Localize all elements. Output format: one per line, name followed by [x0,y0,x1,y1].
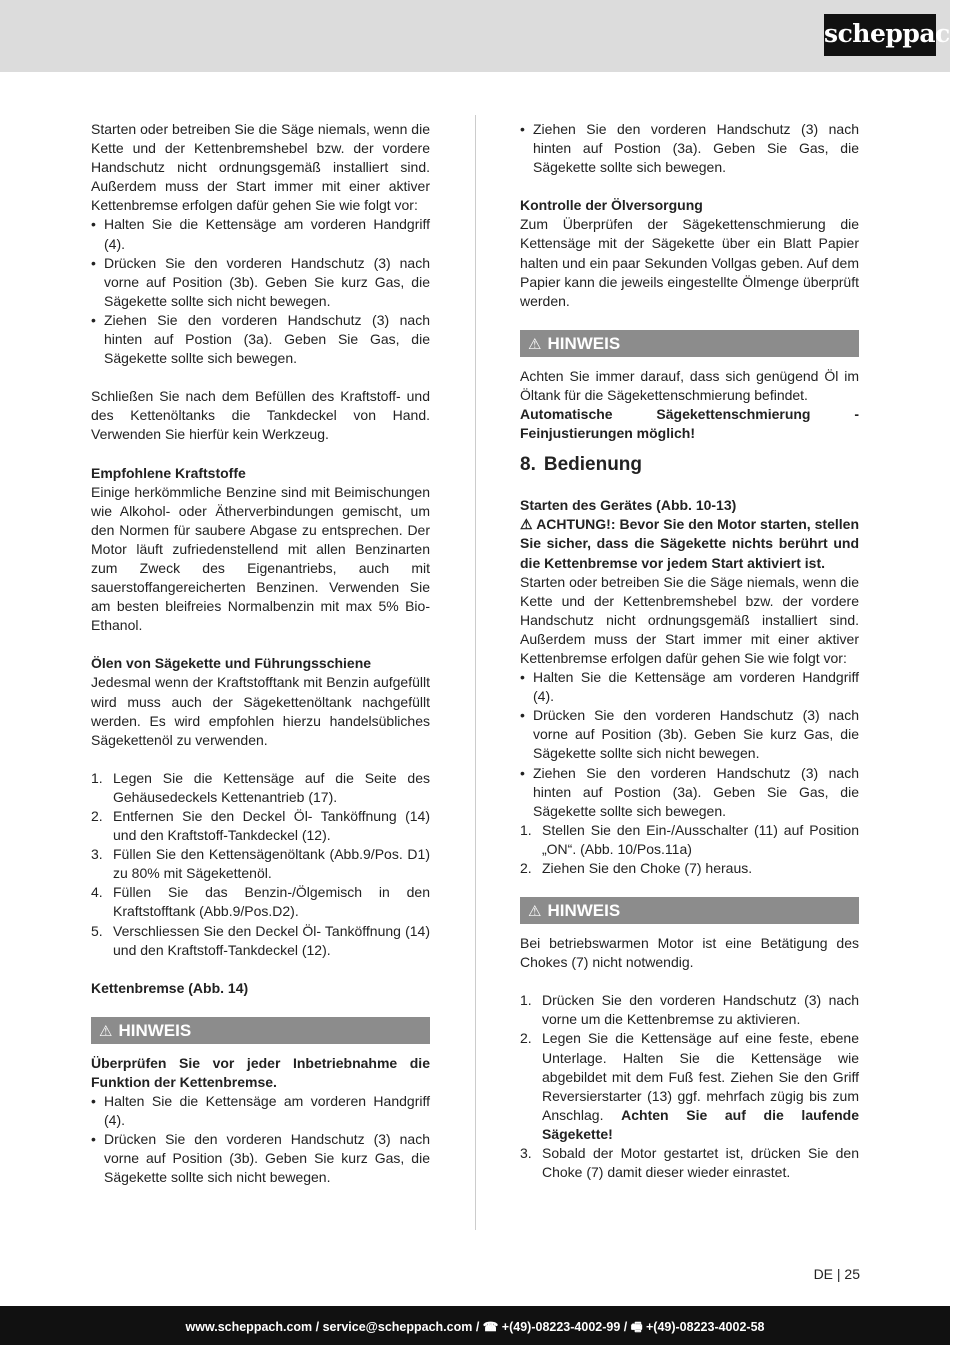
paragraph: Bei betriebswarmen Motor ist eine Betätigung des Chokes (7) nicht notwendig. [520,935,859,971]
numbered-list [520,821,859,878]
list-item: • Halten Sie die Kettensäge am vorderen Handgriff (4). [91,215,430,253]
list-item: 4. Füllen Sie das Benzin-/Ölgemisch in den Kraftstofftank (Abb.9/Pos.D2). [91,884,430,920]
warning-text: ⚠ ACHTUNG!: Bevor Sie den Motor starten, stellen Sie sicher, dass die Sägekette nichts berührt und die Kettenbremse vor jedem Start aktiviert ist. [520,516,860,571]
column-divider [475,115,476,1230]
subheading: Kontrolle der Ölversorgung [520,197,703,214]
list-item: • Ziehen Sie den vorderen Handschutz (3) nach hinten auf Postion (3a). Geben Sie Gas, die Sägekette sollte sich bewegen. [91,311,430,368]
paragraph: Starten oder betreiben Sie die Säge niemals, wenn die Kette und der Kettenbremshebel bzw. der vordere Handschutz nicht ordnungsgemäß installiert sind. Außerdem muss der Start immer mit einer aktiver Kettenbremse erfolgen dafür gehen Sie wie folgt vor: [520,573,859,666]
list-item: 2. Ziehen Sie den Choke (7) heraus. [520,860,753,876]
list-item: • Drücken Sie den vorderen Handschutz (3) nach vorne auf Position (3b). Geben Sie kurz Gas, die Sägekette sollte sich nicht bewegen. [91,254,430,311]
footer-contact: www.scheppach.com / service@scheppach.com / ☎ +(49)-08223-4002-99 / 🖷 +(49)-08223-4002-58 [185,1320,765,1334]
paragraph: Starten oder betreiben Sie die Säge niemals, wenn die Kette und der Kettenbremshebel bzw. der vordere Handschutz nicht ordnungsgemäß installiert sind. Außerdem muss der Start immer mit einer aktiver Kettenbremse erfolgen dafür gehen Sie wie folgt vor: [91,121,430,214]
list-item: 5. Verschliessen Sie den Deckel Öl- Tanköffnung (14) und den Kraftstoff-Tankdeckel (12). [91,922,430,958]
section-title: 8. Bedienung [520,454,643,476]
bullet-list [520,120,859,177]
hinweis-box: ⚠ HINWEIS [520,897,859,924]
list-item: 1. Legen Sie die Kettensäge auf die Seite des Gehäusedeckels Kettenantrieb (17). [91,769,430,805]
paragraph: Überprüfen Sie vor jeder Inbetriebnahme die Funktion der Kettenbremse. [91,1054,430,1090]
list-item: 3. Sobald der Motor gestartet ist, drücken Sie den Choke (7) damit dieser wieder einrastet. [520,1145,859,1181]
list-item: 2. Entfernen Sie den Deckel Öl- Tanköffnung (14) und den Kraftstoff-Tankdeckel (12). [91,808,430,844]
list-item: • Drücken Sie den vorderen Handschutz (3) nach vorne auf Position (3b). Geben Sie kurz Gas, die Sägekette sollte sich nicht bewegen. [520,706,859,763]
list-item: 1. Stellen Sie den Ein-/Ausschalter (11) auf Position „ON“. (Abb. 10/Pos.11a) [520,821,859,857]
paragraph: Schließen Sie nach dem Befüllen des Kraftstoff- und des Kettenöltanks die Tankdeckel von Hand. Verwenden Sie hierfür kein Werkzeug. [91,388,430,443]
footer-bar [0,1306,950,1345]
subheading: Ölen von Sägekette und Führungsschiene [91,655,372,672]
warning-icon: ⚠ [520,516,537,533]
page-number: DE | 25 [813,1266,860,1282]
list-item: 1. Drücken Sie den vorderen Handschutz (3) nach vorne um die Kettenbremse zu aktivieren. [520,992,859,1028]
list-item: • Halten Sie die Kettensäge am vorderen Handgriff (4). [91,1092,430,1130]
list-item: • Drücken Sie den vorderen Handschutz (3) nach vorne auf Position (3b). Geben Sie kurz Gas, die Sägekette sollte sich nicht bewegen. [91,1130,430,1187]
hinweis-box: ⚠ HINWEIS [91,1017,430,1044]
left-column [91,120,430,1188]
hinweis-box: ⚠ HINWEIS [520,330,859,357]
subheading: Starten des Gerätes (Abb. 10-13) [520,497,737,514]
bullet-list [91,215,430,368]
list-item: 2. Legen Sie die Kettensäge auf eine feste, ebene Unterlage. Halten Sie die Kettensäge wie abgebildet mit dem Fuß fest. Ziehen Sie den Griff Reversierstarter (13) ggf. mehrfach zügig bis zum Anschlag. Achten Sie auf die laufende Sägekette! [520,1030,859,1142]
numbered-list [91,769,430,960]
brand-logo: scheppach [824,14,936,56]
paragraph: Automatische Sägekettenschmierung - Feinjustierungen möglich! [520,406,859,442]
list-item: 3. Füllen Sie den Kettensägenöltank (Abb.9/Pos. D1) zu 80% mit Sägekettenöl. [91,846,430,882]
subheading: Empfohlene Kraftstoffe [91,464,246,481]
list-item: • Ziehen Sie den vorderen Handschutz (3) nach hinten auf Postion (3a). Geben Sie Gas, die Sägekette sollte sich bewegen. [520,120,859,177]
numbered-list [520,991,859,1182]
paragraph: Achten Sie immer darauf, dass sich genügend Öl im Öltank für die Sägekettenschmierung befindet. [520,367,859,403]
list-item: • Halten Sie die Kettensäge am vorderen Handgriff (4). [520,668,859,706]
right-column [520,120,859,1182]
bullet-list [520,668,859,821]
list-item: • Ziehen Sie den vorderen Handschutz (3) nach hinten auf Postion (3a). Geben Sie Gas, die Sägekette sollte sich bewegen. [520,764,859,821]
warning-icon: ⚠ [528,335,542,353]
bullet-list [91,1092,430,1187]
paragraph: Zum Überprüfen der Sägekettenschmierung die Kettensäge mit der Sägekette über ein Blatt Papier halten und ein paar Sekunden Vollgas geben. Auf dem Papier kann die jeweils eingestellte Ölmenge überprüft werden. [520,216,859,309]
paragraph: Jedesmal wenn der Kraftstofftank mit Benzin aufgefüllt wird muss auch der Sägekettenöltank nachgefüllt werden. Es wird empfohlen hierzu handelsübliches Sägekettenöl zu verwenden. [91,674,430,748]
warning-icon: ⚠ [528,903,542,921]
warning-icon: ⚠ [99,1022,113,1040]
paragraph: Einige herkömmliche Benzine sind mit Beimischungen wie Alkohol- oder Ätherverbindungen gemischt, um den Normen für saubere Abgase zu entsprechen. Der Motor läuft zufriedenstellend mit allen Benzinarten zum Zweck des Eigenantriebs, auch mit sauerstoffangereicherten Benzinen. Verwenden Sie am besten bleifreies Normalbenzin mit max 5% Bio-Ethanol. [91,483,430,634]
subheading: Kettenbremse (Abb. 14) [91,979,249,996]
header-bar [0,0,967,72]
